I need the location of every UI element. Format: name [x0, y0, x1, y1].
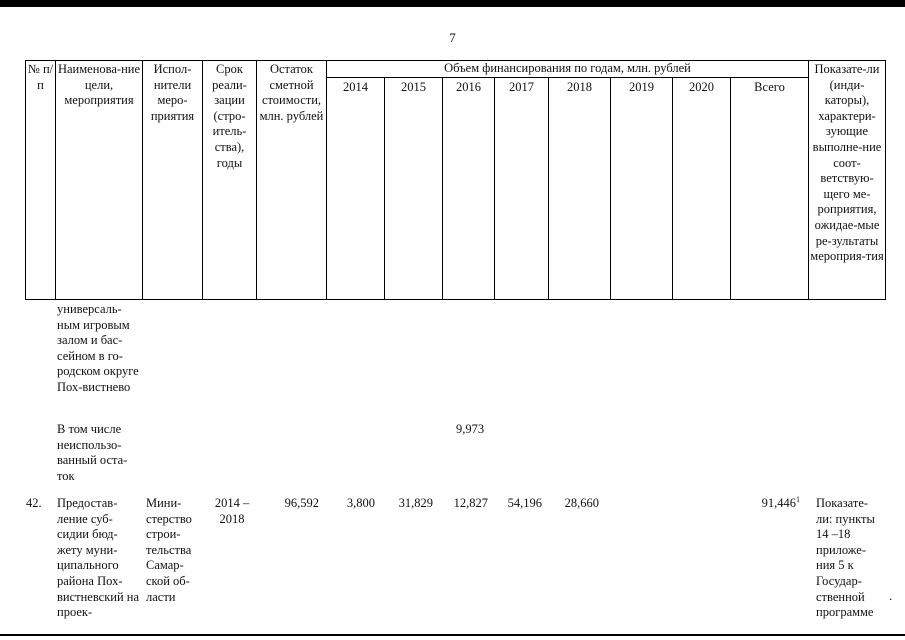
- item-42-2016: 12,827: [453, 496, 488, 510]
- item-42-2017: 54,196: [507, 496, 542, 510]
- header-year-2017: 2017: [495, 77, 549, 299]
- header-funding: Объем финансирования по годам, млн. рублей: [327, 61, 809, 78]
- header-year-2018: 2018: [549, 77, 611, 299]
- header-term: Срок реали-зации (стро-итель-ства), годы: [203, 61, 257, 300]
- scan-bottom-border: [0, 634, 905, 636]
- header-year-2014: 2014: [327, 77, 385, 299]
- table-header: [25, 60, 886, 300]
- item-42-2018: 28,660: [564, 496, 599, 510]
- item-42-number: 42.: [26, 496, 42, 510]
- unused-remainder-2016: 9,973: [455, 422, 485, 436]
- item-42-2014: 3,800: [346, 496, 375, 510]
- item-42-indicators: Показате-ли: пункты 14 –18 приложе-ния 5 к Государ-ственной программе: [816, 496, 875, 620]
- item-42-executor: Мини-стерство строи-тельства Самар-ской об-ласти: [146, 496, 192, 604]
- item-42-name: Предостав-ление суб-сидии бюд-жету муни-ципального района Пох-вистневский на проек-: [57, 496, 140, 620]
- header-year-2020: 2020: [673, 77, 731, 299]
- header-year-total: Всего: [731, 77, 809, 299]
- item-42-total: 91,446$^1$: [761, 495, 800, 510]
- item-42-remainder: 96,592: [284, 496, 319, 510]
- item-42-term: 2014 – 2018: [214, 496, 250, 526]
- unused-remainder-label: В том числе неиспользо-ванный оста-ток: [57, 422, 128, 483]
- header-remainder: Остаток сметной стоимости, млн. рублей: [257, 61, 327, 300]
- stray-dot: .: [889, 588, 893, 603]
- header-name: Наименова-ние цели, мероприятия: [56, 61, 143, 300]
- item-42-2015: 31,829: [398, 496, 433, 510]
- continuation-name: универсаль-ным игровым залом и бас-сейном в го-родском округе Пох-вистнево: [57, 302, 139, 394]
- header-year-2016: 2016: [443, 77, 495, 299]
- header-year-2015: 2015: [385, 77, 443, 299]
- header-indicators: Показате-ли (инди-каторы), характери-зующие выполне-ние соот-ветствую-щего ме-роприятия, ожидае-мые ре-зультаты мероприя-тия: [809, 61, 886, 300]
- page-number: 7: [449, 30, 456, 45]
- header-year-2019: 2019: [611, 77, 673, 299]
- footnote-mark: 1: [796, 495, 800, 504]
- header-executor: Испол-нители меро-приятия: [143, 61, 203, 300]
- scan-top-border: [0, 0, 905, 7]
- header-no: № п/п: [26, 61, 56, 300]
